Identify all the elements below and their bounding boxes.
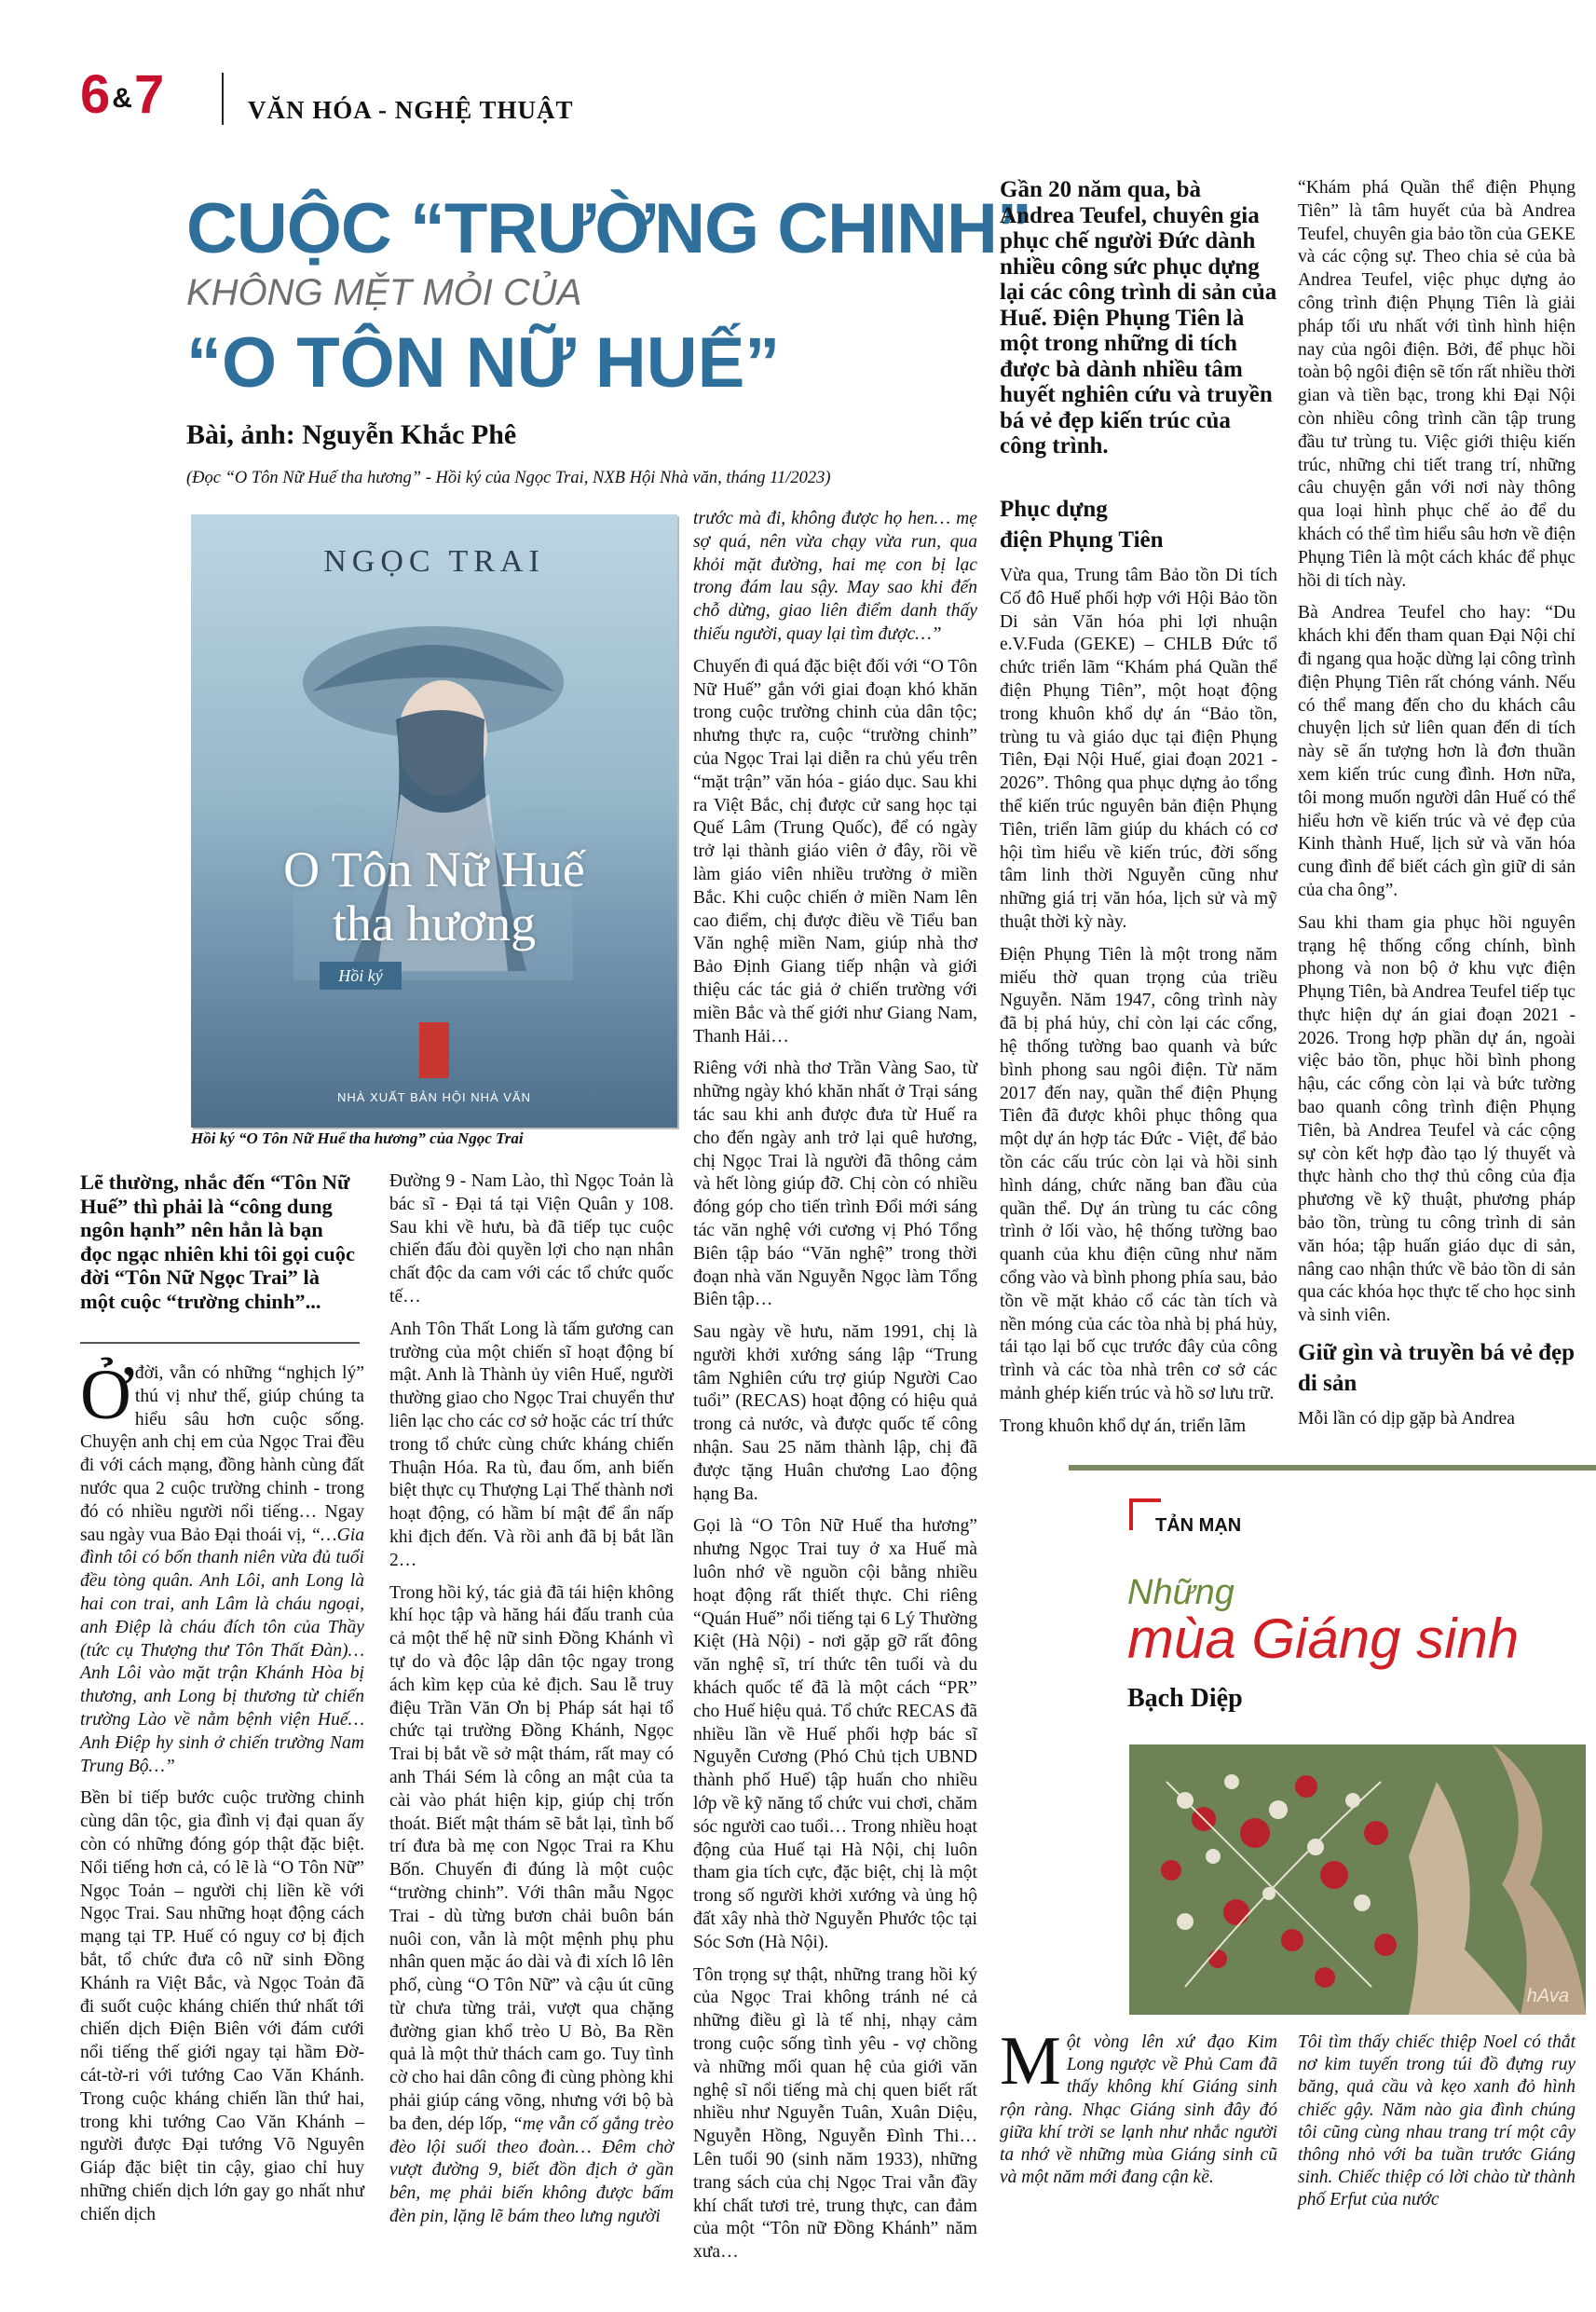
article-title-line1: CUỘC “TRƯỜNG CHINH” (186, 189, 1031, 268)
tan-man-column-1 (1000, 2023, 1277, 2189)
header-divider (222, 73, 224, 125)
col2-para2: Anh Tôn Thất Long là tấm gương can trường của một chiến sĩ hoạt động bí mật. Anh là Thành ủy viên Huế, người thường giao cho Ngọc Trai chuyển thư liên lạc cho các cơ sở hoặc các trí thức trong tổ chức cùng chức kháng chiến Thuận Hóa. Ra tù, đau ốm, anh biến biệt thực cụ Thượng Lại Thế thành nơi hoạt động, có hầm bí mật để ẩn nấp khi địch đến. Và rồi anh đã bị bắt lần 2… (389, 1319, 674, 1570)
section-divider-bar (1069, 1465, 1596, 1471)
tan-man-col2-text: Tôi tìm thấy chiếc thiệp Noel có thắt nơ kim tuyến trong túi đồ đựng ruy băng, quả cầu và kẹo xanh đỏ hình chiếc gậy. Năm nào gia đình chúng tôi cũng cùng nhau trang trí một cây thông nhỏ với ba tuần trước Giáng sinh. Chiếc thiệp có lời chào từ thành phố Erfut của nước (1298, 2032, 1576, 2210)
tan-man-col1-text: ột vòng lên xứ đạo Kim Long ngược về Phủ Cam đã thấy không khí Giáng sinh rộn ràng. Nhạc Giáng sinh đây đó giữa khí trời se lạnh như nhắc người ta nhớ về những mùa Giáng sinh cũ và một năm mới đang cận kề. (1000, 2032, 1277, 2188)
article-title-line3: “O TÔN NỮ HUẾ” (186, 323, 781, 403)
subheading-1-line2: điện Phụng Tiên (1000, 527, 1164, 553)
tan-man-title-line2: mùa Giáng sinh (1127, 1607, 1520, 1670)
phung-tien-subheading-1 (1000, 494, 1277, 555)
phung-tien-column-1 (1000, 494, 1277, 1447)
col4-para3: Trong khuôn khổ dự án, triển lãm (1000, 1416, 1247, 1436)
illustration-signature: hAva (1526, 1986, 1569, 2006)
col5-para3: Sau khi tham gia phục hồi nguyên trạng hệ thống cổng chính, bình phong và non bộ ở khu vực điện Phụng Tiên, bà Andrea Teufel tiếp tục thực hiện dự án giai đoạn 2021 - 2026. Trong hợp phần dự án, ngoài việc bảo tồn, phục hồi bình phong hậu, các cổng còn lại và bức tường bao quanh công trình điện Phụng Tiên, bà Andrea Teufel và các cộng sự còn kết hợp đào tạo lý thuyết và thực hành cho thợ thủ công của địa phương về kỹ thuật, phương pháp bảo tồn, trùng tu công trình di sản văn hóa; tập huấn giáo dục di sản, nâng cao nhận thức về bảo tồn di sản qua các khóa học thực tế cho học sinh và sinh viên. (1298, 912, 1576, 1326)
col3-para4: Sau ngày về hưu, năm 1991, chị là người khởi xướng sáng lập “Trung tâm Nghiên cứu trợ giúp Người Cao tuổi” (RECAS) hoạt động có hiệu quả trong cả nước, và được quốc tế công nhận. Sau 25 năm thành lập, chị đã được tặng Huân chương Lao động hạng Ba. (693, 1322, 977, 1504)
sapo-divider (80, 1342, 360, 1344)
book-cover-title (191, 842, 677, 951)
col5-para4: Mỗi lần có dịp gặp bà Andrea (1298, 1409, 1515, 1430)
article-sapo: Lẽ thường, nhắc đến “Tôn Nữ Huế” thì phải là “công dung ngôn hạnh” nên hẳn là bạn đọc ngạc nhiên khi tôi gọi cuộc đời “Tôn Nữ Ngọc Trai” là một cuộc “trường chinh”... (80, 1170, 356, 1313)
col2-para3 (389, 1582, 674, 2229)
col3-para1: trước mà đi, không được họ hen… mẹ sợ quá, nên vừa chạy vừa run, qua khỏi mặt đường, hai mẹ con bị lạc trong đám lau sậy. May sao khi đến chỗ dừng, giao liên điểm danh thấy thiếu người, quay lại tìm được…” (693, 509, 977, 644)
article-column-3 (693, 508, 977, 2274)
phung-tien-subheading-2: Giữ gìn và truyền bá vẻ đẹp di sản (1298, 1340, 1575, 1397)
page-number (80, 64, 165, 127)
col3-para6: Tôn trọng sự thật, những trang hồi ký của Ngọc Trai không tránh né cả những điều gì là tế nhị, nhạy cảm trong cuộc sống tình yêu - vợ chồng và những mối quan hệ của giới văn nghệ sĩ nổi tiếng mà chị quen biết rất nhiều như Nguyễn Tuân, Xuân Diệu, Nguyễn Hồng, Nguyễn Đình Thi… Lên tuổi 90 (sinh năm 1933), những trang sách của chị Ngọc Trai vẫn đầy khí chất tươi trẻ, trung thực, can đảm của một “Tôn nữ Đồng Khánh” năm xưa… (693, 1964, 977, 2263)
col3-para5: Gọi là “O Tôn Nữ Huế tha hương” nhưng Ngọc Trai tuy ở xa Huế mà luôn nhớ về nguồn cội bằng nhiều hoạt động rất thiết thực. Chi riêng “Quán Huế” nổi tiếng tại 6 Lý Thường Kiệt (Hà Nội) - nơi gặp gỡ rất đông văn nghệ sĩ, trí thức tên tuổi và du khách quốc tế đã là một cách “PR” cho Huế hiệu quả. Tổ chức RECAS đã nhiều lần về Huế phối hợp bác sĩ Nguyễn Cương (Phó Chủ tịch UBND thành phố Huế) tập huấn cho nhiều lớp về kỹ năng tổ chức vui chơi, chăm sóc người cao tuổi… Trong nhiều hoạt động của Huế tại Hà Nội, chị luôn tham gia tích cực, đặc biệt, chị là một trong số người khởi xướng và ủng hộ đất xây nhà thờ Nguyễn Phước tộc tại Sóc Sơn (Hà Nội). (693, 1516, 977, 1952)
book-cover-author: NGỌC TRAI (323, 544, 545, 579)
col3-para2: Chuyến đi quá đặc biệt đối với “O Tôn Nữ Huế” gắn với giai đoạn khó khăn trong cuộc trường chinh của dân tộc; nhưng thực ra, cuộc “trường chinh” của Ngọc Trai lại diễn ra chủ yếu trên “mặt trận” văn hóa - giáo dục. Sau khi ra Việt Bắc, chị được cử sang học tại Quế Lâm (Trung Quốc), để có ngày trở lại thành giáo viên ở đây, rồi về làm giáo viên nhiều trường ở miền Bắc. Khi cuộc chiến ở miền Nam lên cao điểm, chị được điều về Tiểu ban Văn nghệ miền Nam, giúp nhà thơ Bảo Định Giang tiếp nhận và giới thiệu các tác giả ở chiến trường với miền Bắc và thế giới như Giang Nam, Thanh Hải… (693, 656, 977, 1047)
book-cover-publisher: NHÀ XUẤT BẢN HỘI NHÀ VĂN (337, 1090, 531, 1104)
article-byline: Bài, ảnh: Nguyễn Khắc Phê (186, 419, 517, 450)
page-number-right: 7 (133, 64, 165, 125)
col1-quote: “…Gia đình tôi có bốn thanh niên vừa đủ tuổi đều tòng quân. Anh Lôi, anh Long là hai con trai, anh Lâm là cháu ngoại, anh Điệp là cháu đích tôn của Thầy (tức cụ Thượng thư Tôn Thất Đàn)… Anh Lôi vào mặt trận Khánh Hòa bị thương, anh Long bị thương từ chiến trường Lào về nằm bệnh viện Huế… Anh Điệp hy sinh ở chiến trường Nam Trung Bộ…” (80, 1525, 364, 1776)
article-column-1 (80, 1356, 364, 2236)
col1-text: đời, vẫn có những “nghịch lý” thú vị như thế, giúp chúng ta hiểu sâu hơn cuộc sống. Chuyện anh chị em của Ngọc Trai đều đi với cách mạng, đồng hành cùng đất nước qua 2 cuộc trường chinh - trong đó có nhiều người nổi tiếng… Ngay sau ngày vua Bảo Đại thoái vị, (80, 1363, 364, 1545)
col3-para3: Riêng với nhà thơ Trần Vàng Sao, từ những ngày khó khăn nhất ở Trại sáng tác sau khi anh được đưa từ Huế ra cho đến ngày anh trở lại quê hương, chị Ngọc Trai là người đã thông cảm và hết lòng giúp đỡ. Chị còn có nhiều đóng góp cho tiến trình Đổi mới sáng tác văn nghệ với cương vị Phó Tổng Biên tập báo “Văn nghệ” trong thời đoạn nhà văn Nguyễn Ngọc làm Tổng Biên tập… (693, 1059, 977, 1310)
subheading-1-line1: Phục dựng (1000, 497, 1108, 522)
tan-man-title-line1: Những (1127, 1573, 1235, 1612)
col5-para1: “Khám phá Quần thể điện Phụng Tiên” là tâm huyết của bà Andrea Teufel, chuyên gia bảo tồn của GEKE và các cộng sự. Theo chia sẻ của bà Andrea Teufel, việc phục dựng ảo công trình điện Phụng Tiên là giải pháp tối ưu nhất với tình hình hiện nay của ngôi điện. Bởi, để phục hồi toàn bộ ngôi điện sẽ tốn rất nhiều thời gian và tiền bạc, trong khi Đại Nội còn nhiều công trình cần tập trung đầu tư trùng tu. Việc giới thiệu kiến trúc, những chi tiết trang trí, những câu chuyện gắn với nơi này thông qua loại hình phục chế ảo để du khách có thể tìm hiểu sâu hơn về điện Phụng Tiên là một cách khác để phục hồi di tích này. (1298, 178, 1576, 591)
phung-tien-lead: Gần 20 năm qua, bà Andrea Teufel, chuyên gia phục chế người Đức dành nhiều công sức phục dựng lại các công trình di sản của Huế. Điện Phụng Tiên là một trong những di tích được bà dành nhiều tâm huyết nghiên cứu và truyền bá vẻ đẹp kiến trúc của công trình. (1000, 177, 1277, 458)
col1-para1 (80, 1356, 364, 1778)
tan-man-author: Bạch Diệp (1127, 1684, 1243, 1713)
dropcap: Ở (80, 1356, 131, 1434)
tan-man-label: TẢN MẠN (1155, 1515, 1242, 1536)
book-cover-title-line1: O Tôn Nữ Huế (283, 841, 585, 897)
tan-man-column-2 (1298, 2032, 1576, 2212)
publisher-logo-icon (419, 1022, 449, 1078)
christmas-illustration (1129, 1744, 1586, 2015)
col4-para1: Vừa qua, Trung tâm Bảo tồn Di tích Cố đô Huế phối hợp với Hội Bảo tồn Di sản Văn hóa phi lợi nhuận e.V.Fuda (GEKE) – CHLB Đức tổ chức triển lãm “Khám phá Quần thể điện Phụng Tiên”, một hoạt động trong khuôn khổ dự án “Bảo tồn, trùng tu và giáo dục tại điện Phụng Tiên, Đại Nội Huế, giai đoạn 2021 - 2026”. Thông qua phục dựng ảo tổng thể kiến trúc nguyên bản điện Phụng Tiên, triển lãm giúp du khách có cơ hội tìm hiểu về kiến trúc, đời sống tâm linh thời Nguyễn cũng như những giá trị văn hóa, lịch sử và mỹ thuật thời kỳ này. (1000, 566, 1277, 932)
article-title-line2: KHÔNG MỆT MỎI CỦA (186, 272, 582, 313)
page-number-left: 6 (80, 64, 111, 125)
book-caption: Hồi ký “O Tôn Nữ Huế tha hương” của Ngọc Trai (191, 1129, 524, 1147)
book-cover-genre: Hồi ký (320, 962, 402, 990)
col1-para2: Bền bỉ tiếp bước cuộc trường chinh cùng dân tộc, gia đình vị đại quan ấy còn có những đóng góp thật đặc biệt. Nổi tiếng hơn cả, có lẽ là “O Tôn Nữ” Ngọc Toản – người chị liền kề với Ngọc Trai. Sau những hoạt động cách mạng tại TP. Huế có nguy cơ bị địch bắt, tổ chức đưa cô nữ sinh Đồng Khánh ra Việt Bắc, và Ngọc Toản đã đi suốt cuộc kháng chiến thứ nhất tới chiến dịch Điện Biên với đám cưới nổi tiếng thế giới ngay tại hầm Đờ-cát-tờ-ri với tướng Cao Văn Khánh. Trong cuộc kháng chiến lần thứ hai, trong khi tướng Cao Văn Khánh – người được Đại tướng Võ Nguyên Giáp đặc biệt tin cậy, giao chỉ huy những chiến dịch lớn gay go nhất như chiến dịch (80, 1788, 364, 2224)
christmas-bouquet-icon (1129, 1744, 1586, 2015)
col2-para1: Đường 9 - Nam Lào, thì Ngọc Toản là bác sĩ - Đại tá tại Viện Quân y 108. Sau khi về hưu, bà đã tiếp tục cuộc chiến đấu đòi quyền lợi cho nạn nhân chất độc da cam với các tổ chức quốc tế… (389, 1171, 674, 1306)
col5-para2: Bà Andrea Teufel cho hay: “Du khách khi đến tham quan Đại Nội chỉ đi ngang qua hoặc dừng lại công trình điện Phụng Tiên rất chóng vánh. Nếu có thể mang đến cho du khách câu chuyện lịch sử liên quan đến di tích này sẽ ấn tượng hơn là đơn thuần xem kiến trúc cung đình. Hơn nữa, tôi mong muốn người dân Huế có thể hiểu hơn về kiến trúc và vẻ đẹp của Kinh thành Huế, lịch sử và văn hóa cung đình để biết cách gìn giữ di sản của cha ông”. (1298, 603, 1576, 900)
col4-para2: Điện Phụng Tiên là một trong năm miếu thờ quan trọng của triều Nguyễn. Năm 1947, công trình này đã bị phá hủy, chỉ còn lại các cổng, hệ thống tường bao quanh và bức bình phong sau ngôi điện. Từ năm 2017 đến nay, quần thể điện Phụng Tiên đã được khôi phục thông qua một dự án hợp tác Đức - Việt, để bảo tồn các cấu trúc còn lại và hồi sinh hình dáng, chức năng ban đầu của quần thể. Dự án trùng tu các công trình ở lối vào, hệ thống tường bao quanh của khu điện cũng như năm cổng vào và bình phong phía sau, bảo tồn về mặt khảo cổ các tàn tích và nền móng của các tòa nhà bị phá hủy, tái tạo lại bố cục trước đây của công trình và các tòa nhà trên cơ sở các mảnh ghép kiến trúc và hồ sơ lưu trữ. (1000, 944, 1277, 1403)
article-column-2 (389, 1170, 674, 2238)
article-note: (Đọc “O Tôn Nữ Huế tha hương” - Hồi ký của Ngọc Trai, NXB Hội Nhà văn, tháng 11/2023) (186, 469, 831, 487)
col2-quote: “mẹ vẫn cố gắng trèo đèo lội suối theo đoàn… Đêm chờ vượt đường 9, biết đồn địch ở gần bên, mẹ phải biến không được bấm đèn pin, lặng lẽ bám theo lưng người (389, 2114, 674, 2227)
book-cover-image (191, 514, 677, 1128)
phung-tien-column-2 (1298, 177, 1576, 1441)
col2-text: Trong hồi ký, tác giả đã tái hiện không khí học tập và hăng hái đấu tranh của cả một thế hệ nữ sinh Đồng Khánh vì tự do và độc lập dân tộc ngay trong ách kìm kẹp của kẻ địch. Sau lễ truy điệu Trần Văn Ơn bị Pháp sát hại tổ chức tại trường Đồng Khánh, Ngọc Trai bị bắt về sở mật thám, rất may có anh Thái Sém là công an mật của ta cài vào phát hiện kịp, giúp chị trốn thoát. Biết mật thám sẽ bắt lại, tình bố trí đưa bà mẹ con Ngọc Trai ra Khu Bốn. Chuyến đi đúng là một cuộc “trường chinh”. Với thân mẫu Ngọc Trai - dù từng bươn chải buôn bán nuôi con, vẫn là một mệnh phụ phu nhân quen mặc áo dài và đi xích lô lên phố, cùng “O Tôn Nữ” và cậu út cũng từ chưa từng trải, vượt qua chặng đường gian khổ trèo U Bò, Ba Rền quả là một thử thách cam go. Tuy tình cờ cho hai dân công đi cùng phòng khi phải giúp cáng võng, nhưng với bộ bà ba đen, dép lốp, (389, 1582, 674, 2134)
book-cover-title-line2: tha hương (332, 896, 537, 951)
section-title: VĂN HÓA - NGHỆ THUẬT (248, 96, 574, 124)
page-number-amp: & (112, 83, 132, 114)
tan-man-dropcap: M (1000, 2023, 1061, 2100)
